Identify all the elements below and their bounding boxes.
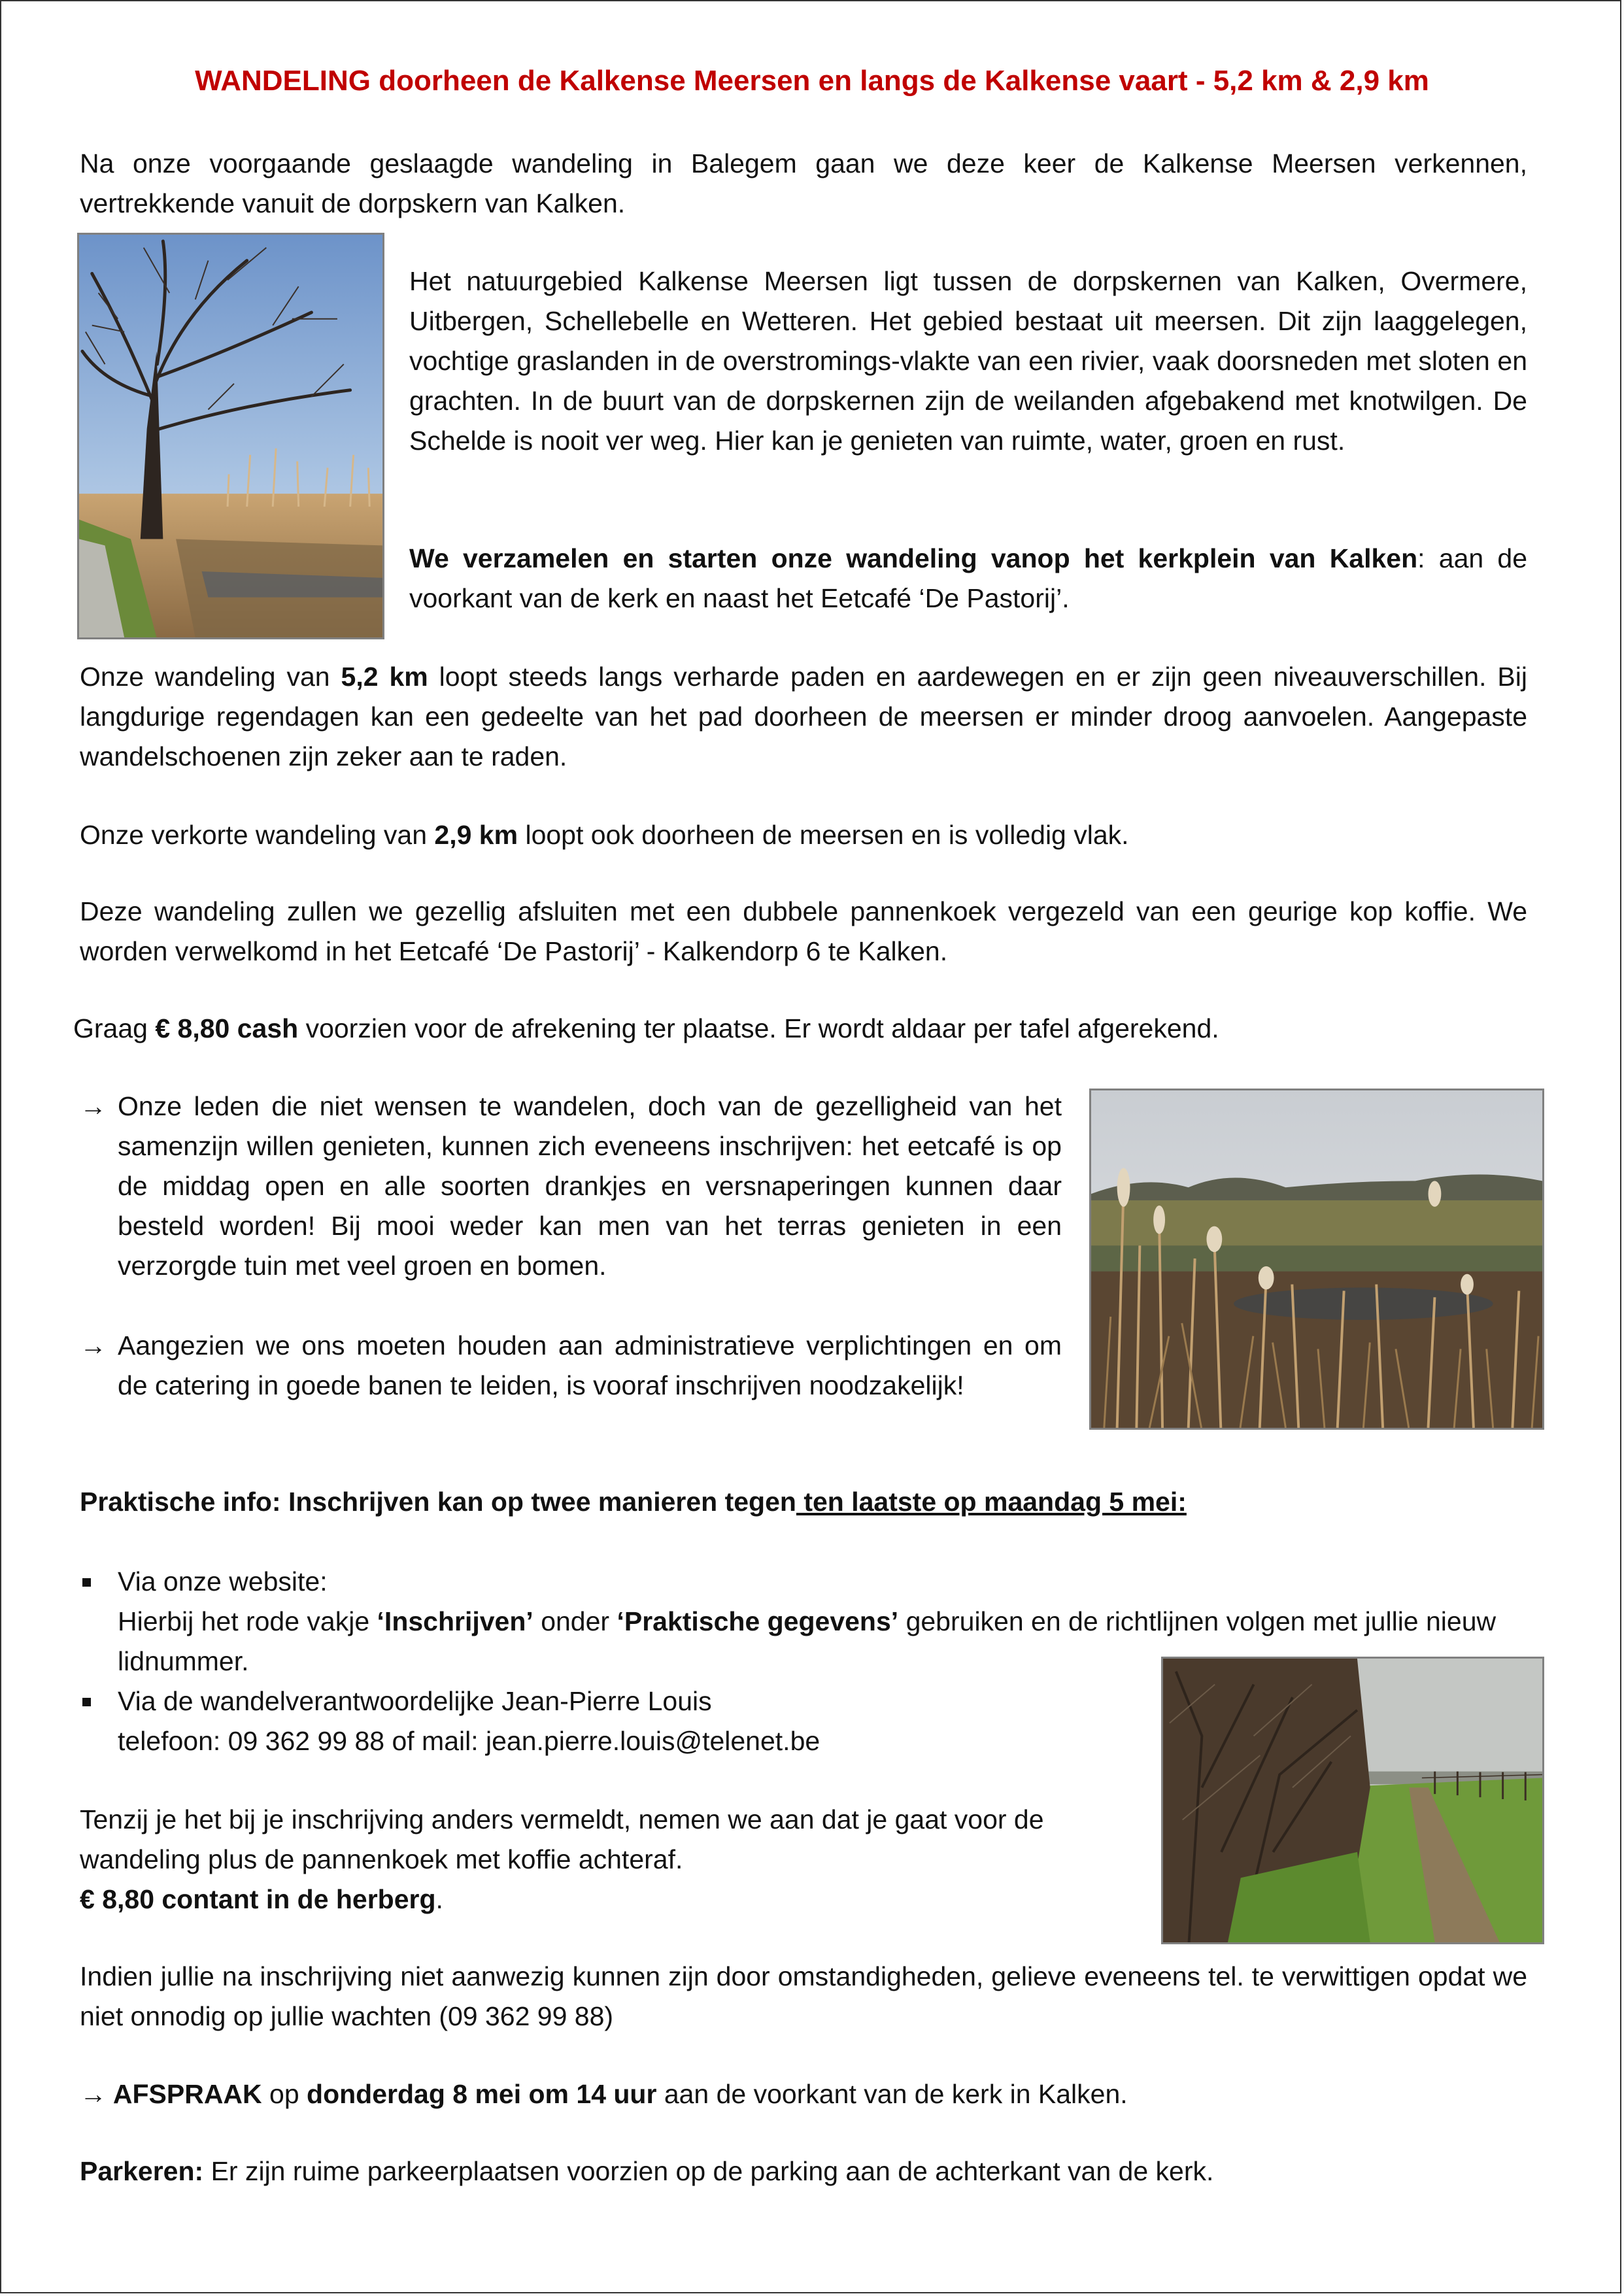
note-item <box>80 1087 1062 1286</box>
option-website-instructions: Hierbij het rode vakje ‘Inschrijven’ onder ‘Praktische gegevens’ gebruiken en de richtlijnen volgen met jullie nieuw lidnummer. <box>118 1606 1497 1676</box>
practical-heading <box>80 1482 1527 1522</box>
note-item <box>80 1326 1062 1406</box>
walk-short-pre: Onze verkorte wandeling van <box>80 820 435 850</box>
meeting-point-rest: : aan de voorkant van de kerk en naast het Eetcafé ‘De Pastorij’. <box>409 543 1528 613</box>
bullet-square-icon <box>82 1698 91 1706</box>
marsh-cattail-photo <box>1089 1089 1544 1430</box>
default-note: Tenzij je het bij je inschrijving anders vermeldt, nemen we aan dat je gaat voor de wandeling plus de pannenkoek met koffie achteraf. <box>80 1804 1044 1874</box>
nature-description: Het natuurgebied Kalkense Meersen ligt tussen de dorpskernen van Kalken, Overmere, Uitbergen, Schellebelle en Wetteren. Het gebied bestaat uit meersen. Dit zijn laaggelegen, vochtige graslanden in de overstromings-vlakte van een rivier, vaak doorsneden met sloten en grachten. In de buurt van de dorpskernen zijn de weilanden afgebakend met knotwilgen. De Schelde is nooit ver weg. Hier kan je genieten van ruimte, water, groen en rust. <box>409 266 1527 456</box>
walk-short-post: loopt ook doorheen de meersen en is volledig vlak. <box>518 820 1129 850</box>
payment-amount: € 8,80 cash <box>155 1013 299 1043</box>
walk-long-paragraph <box>80 657 1527 777</box>
appointment-datetime: donderdag 8 mei om 14 uur <box>307 2079 657 2109</box>
closing-paragraph: Deze wandeling zullen we gezellig afsluiten met een dubbele pannenkoek vergezeld van een geurige kop koffie. We worden verwelkomd in het Eetcafé ‘De Pastorij’ - Kalkendorp 6 te Kalken. <box>80 896 1527 966</box>
walk-short-distance: 2,9 km <box>434 820 518 850</box>
note-text: Onze leden die niet wensen te wandelen, doch van de gezelligheid van het samenzijn willen genieten, kunnen zich eveneens inschrijven: het eetcafé is op de middag open en alle soorten drankjes en versnaperingen kunnen daar besteld worden! Bij mooi weder kan men van het terras genieten in een verzorgde tuin met veel groen en bomen. <box>118 1091 1062 1281</box>
absence-paragraph: Indien jullie na inschrijving niet aanwezig kunnen zijn door omstandigheden, gelieve eveneens tel. te verwittigen opdat we niet onnodig op jullie wachten (09 362 99 88) <box>80 1961 1527 2031</box>
praktische-gegevens-label: ‘Praktische gegevens’ <box>617 1606 899 1636</box>
meadow-path-photo <box>1161 1657 1544 1944</box>
notes-list <box>80 1087 1062 1406</box>
page-title: WANDELING doorheen de Kalkense Meersen en langs de Kalkense vaart - 5,2 km & 2,9 km <box>195 65 1429 97</box>
registration-deadline: ten laatste op maandag 5 mei: <box>796 1487 1187 1517</box>
walk-long-pre: Onze wandeling van <box>80 662 341 692</box>
parking-label: Parkeren: <box>80 2156 204 2186</box>
appointment-line: → AFSPRAAK op donderdag 8 mei om 14 uur aan de voorkant van de kerk in Kalken. <box>80 2079 1128 2109</box>
note-text: Aangezien we ons moeten houden aan administratieve verplichtingen en om de catering in goede banen te leiden, is vooraf inschrijven noodzakelijk! <box>118 1330 1062 1400</box>
option-website-title: Via onze website: <box>118 1566 328 1596</box>
parking-text: Er zijn ruime parkeerplaatsen voorzien op de parking aan de achterkant van de kerk. <box>203 2156 1214 2186</box>
parking-line <box>80 2152 1527 2191</box>
walk-long-distance: 5,2 km <box>341 662 428 692</box>
intro-paragraph: Na onze voorgaande geslaagde wandeling in Balegem gaan we deze keer de Kalkense Meersen verkennen, vertrekkende vanuit de dorpskern van Kalken. <box>80 148 1527 218</box>
payment-pre: Graag <box>73 1013 156 1043</box>
payment-post: voorzien voor de afrekening ter plaatse. Er wordt aldaar per tafel afgerekend. <box>298 1013 1219 1043</box>
option-contact-details: telefoon: 09 362 99 88 of mail: jean.pierre.louis@telenet.be <box>118 1726 820 1756</box>
tree-canal-photo <box>77 233 384 639</box>
appointment-label: → AFSPRAAK <box>80 2079 262 2109</box>
walk-long-post: loopt steeds langs verharde paden en aardewegen en er zijn geen niveauverschillen. Bij langdurige regendagen kan een gedeelte van het pad doorheen de meersen er minder droog aanvoelen. Aangepaste wandelschoenen zijn zeker aan te raden. <box>80 662 1527 771</box>
payment-paragraph <box>73 1009 1527 1049</box>
arrow-icon: → <box>80 1330 107 1360</box>
meeting-point-bold: We verzamelen en starten onze wandeling vanop het kerkplein van Kalken <box>409 543 1418 573</box>
practical-heading-text: Praktische info: Inschrijven kan op twee manieren tegen <box>80 1487 796 1517</box>
default-amount: € 8,80 contant in de herberg <box>80 1884 436 1914</box>
meeting-point <box>409 539 1527 618</box>
default-amount-line: € 8,80 contant in de herberg. <box>80 1884 443 1914</box>
bullet-square-icon <box>82 1578 91 1587</box>
option-contact-title: Via de wandelverantwoordelijke Jean-Pierre Louis <box>118 1686 712 1716</box>
inschrijven-label: ‘Inschrijven’ <box>377 1606 533 1636</box>
arrow-icon: → <box>80 1091 107 1121</box>
walk-short-paragraph <box>80 815 1527 855</box>
